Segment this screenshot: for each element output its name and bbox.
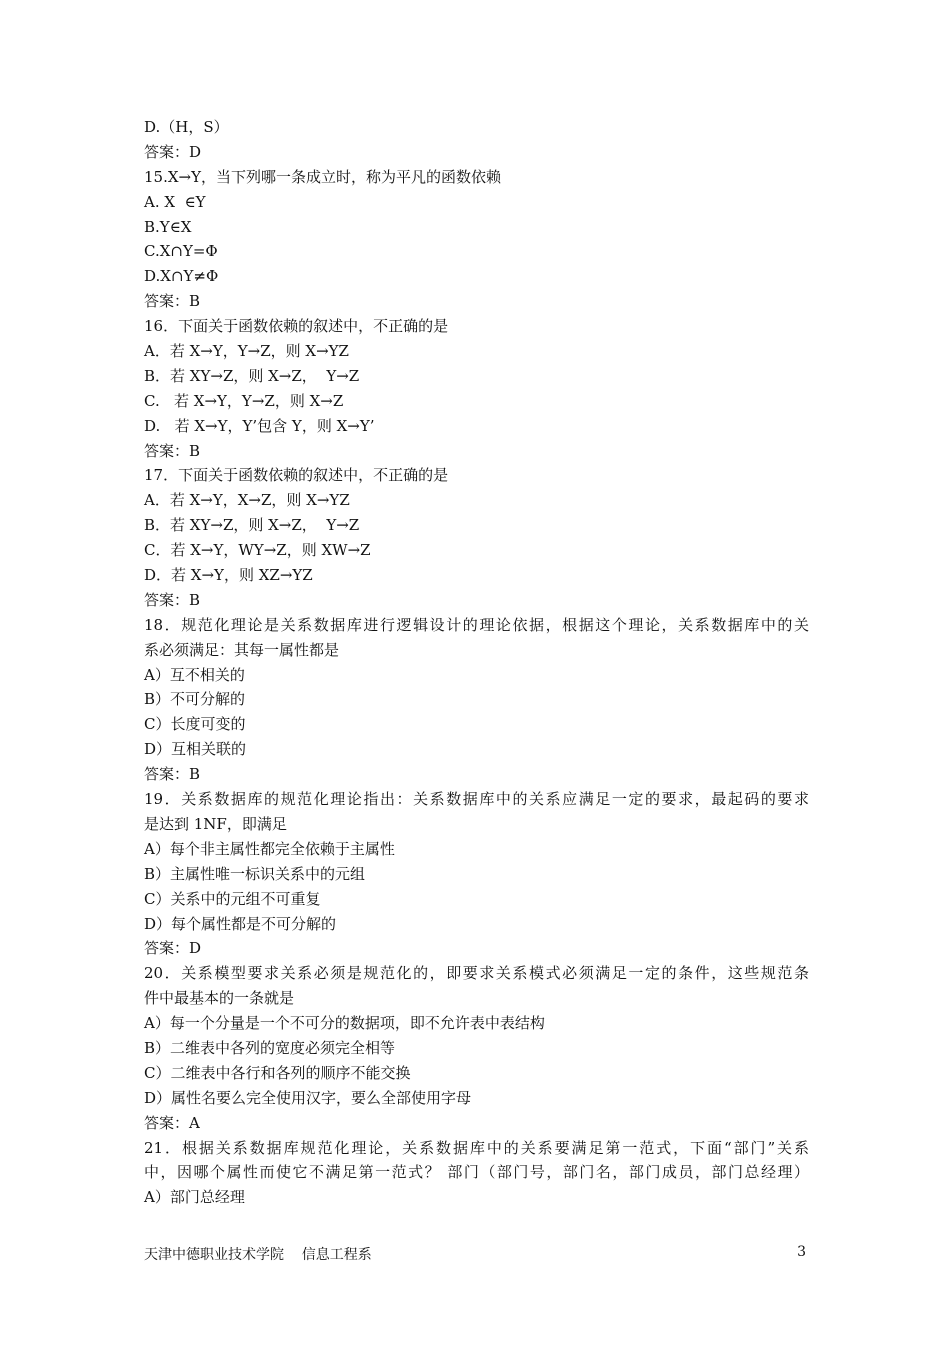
option-line: A．若 X→Y，X→Z，则 X→YZ	[144, 491, 350, 510]
question-20: 20．关系模型要求关系必须是规范化的，即要求关系模式必须满足一定的条件，这些规范条	[144, 964, 809, 983]
option-line: B）主属性唯一标识关系中的元组	[144, 864, 366, 883]
answer-line: 答案：D	[144, 142, 202, 161]
option-line: C）长度可变的	[144, 715, 246, 734]
page-footer	[144, 1244, 806, 1264]
option-line: A. X ∈Y	[144, 192, 206, 211]
option-line: A）每一个分量是一个不可分的数据项，即不允许表中表结构	[144, 1014, 545, 1033]
option-line: D）每个属性都是不可分解的	[144, 914, 337, 933]
option-line: C. 若 X→Y，Y→Z，则 X→Z	[144, 391, 344, 410]
question-17: 17．下面关于函数依赖的叙述中，不正确的是	[144, 466, 449, 485]
page-number: 3	[797, 1244, 806, 1260]
question-19: 19．关系数据库的规范化理论指出：关系数据库中的关系应满足一定的要求，最起码的要求	[144, 790, 809, 809]
answer-line: 答案：B	[144, 292, 201, 311]
option-line: D.X∩Y≠Φ	[144, 267, 219, 286]
footer-institution: 天津中德职业技术学院 信息工程系	[144, 1247, 372, 1263]
option-line: C）二维表中各行和各列的顺序不能交换	[144, 1063, 411, 1082]
option-line: D．若 X→Y，则 XZ→YZ	[144, 566, 313, 585]
option-line: B）二维表中各列的宽度必须完全相等	[144, 1038, 396, 1057]
option-line: B）不可分解的	[144, 690, 246, 709]
answer-line: 答案：A	[144, 1113, 200, 1132]
option-line: A）每个非主属性都完全依赖于主属性	[144, 839, 395, 858]
answer-line: 答案：B	[144, 441, 201, 460]
option-line: B．若 XY→Z，则 X→Z， Y→Z	[144, 516, 360, 535]
option-line: D）属性名要么完全使用汉字，要么全部使用字母	[144, 1088, 472, 1107]
question-19-continued: 是达到 1NF，即满足	[144, 814, 287, 833]
question-15: 15.X→Y，当下列哪一条成立时，称为平凡的函数依赖	[144, 167, 502, 186]
document-body	[144, 115, 809, 1210]
question-18: 18．规范化理论是关系数据库进行逻辑设计的理论依据，根据这个理论，关系数据库中的关	[144, 615, 809, 634]
option-line: D. 若 X→Y，Y’包含 Y，则 X→Y’	[144, 416, 375, 435]
option-line: A）部门总经理	[144, 1188, 245, 1207]
answer-line: 答案：B	[144, 590, 201, 609]
question-21-continued: 中，因哪个属性而使它不满足第一范式？ 部门（部门号，部门名，部门成员，部门总经理）	[144, 1163, 809, 1182]
option-line: A．若 X→Y，Y→Z，则 X→YZ	[144, 342, 349, 361]
question-18-continued: 系必须满足：其每一属性都是	[144, 640, 340, 659]
option-line: B.Y∈X	[144, 217, 192, 236]
option-line: B．若 XY→Z，则 X→Z， Y→Z	[144, 366, 360, 385]
option-line: A）互不相关的	[144, 665, 245, 684]
answer-line: 答案：B	[144, 765, 201, 784]
option-line: D.（H，S）	[144, 118, 229, 136]
question-16: 16．下面关于函数依赖的叙述中，不正确的是	[144, 317, 449, 336]
option-line: C）关系中的元组不可重复	[144, 889, 321, 908]
question-21: 21．根据关系数据库规范化理论，关系数据库中的关系要满足第一范式，下面“部门”关系	[144, 1138, 809, 1157]
option-line: C.X∩Y=Φ	[144, 242, 218, 261]
question-20-continued: 件中最基本的一条就是	[144, 989, 295, 1008]
option-line: C．若 X→Y，WY→Z，则 XW→Z	[144, 541, 371, 560]
option-line: D）互相关联的	[144, 740, 247, 759]
answer-line: 答案：D	[144, 939, 202, 958]
